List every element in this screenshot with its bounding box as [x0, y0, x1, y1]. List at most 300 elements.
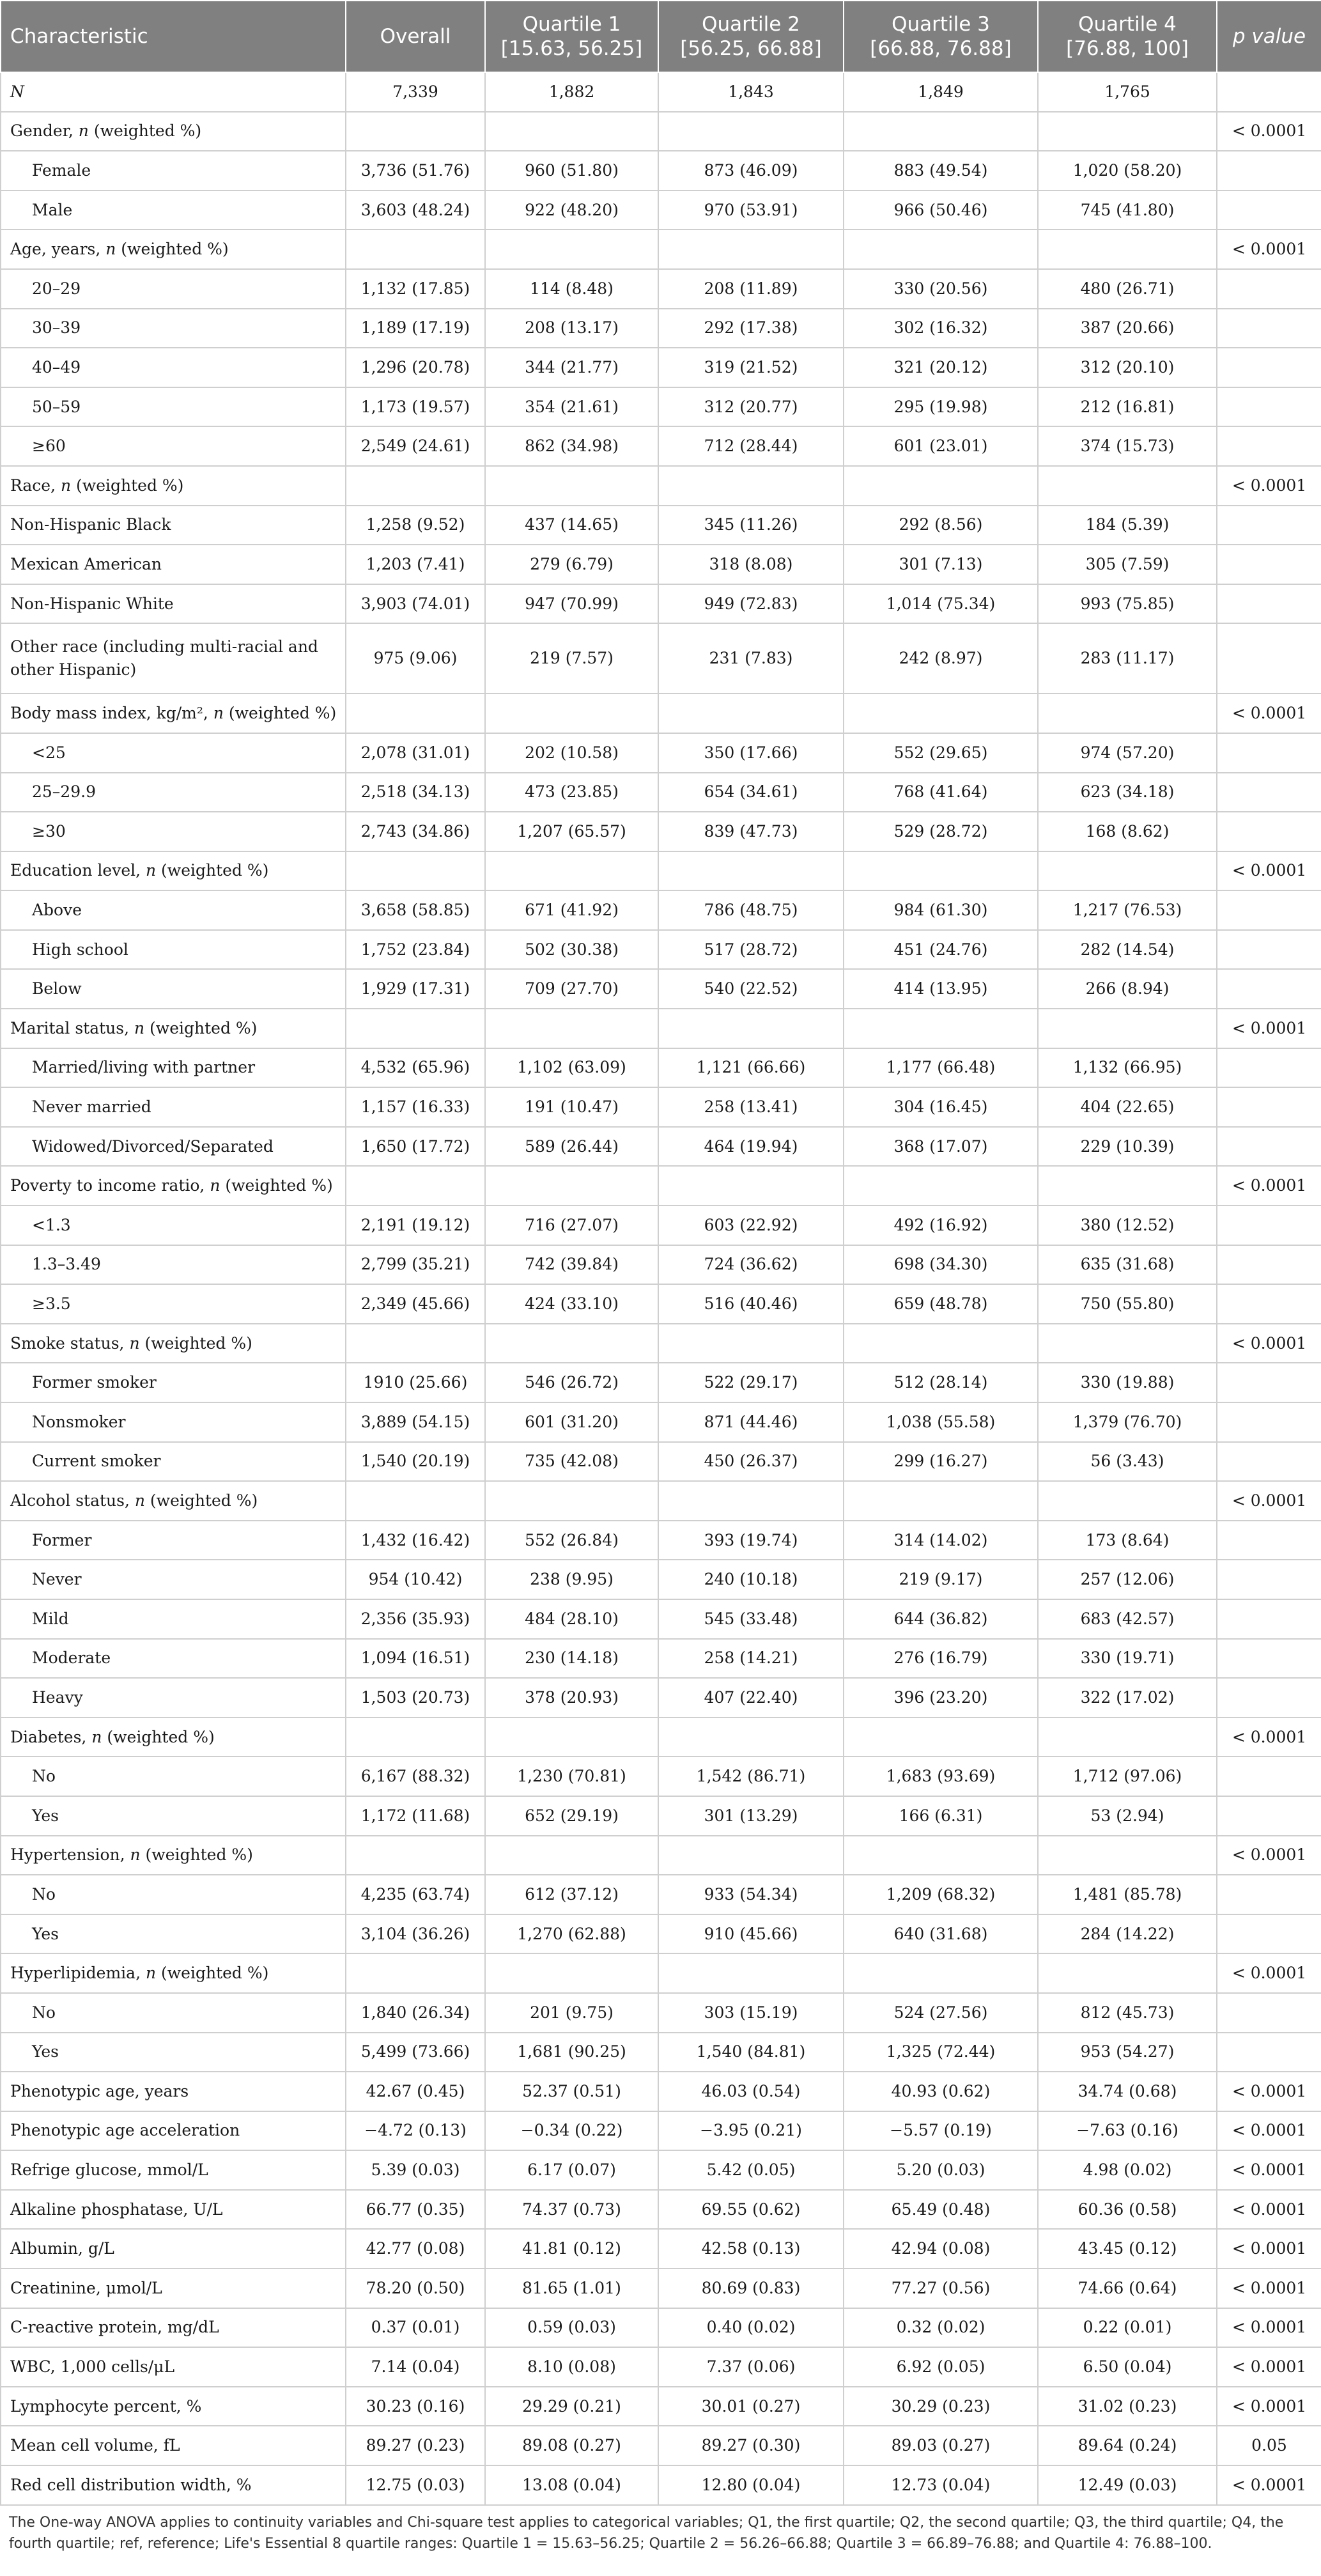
quartile-3-cell: 768 (41.64) [844, 773, 1038, 812]
quartile-1-cell: 13.08 (0.04) [485, 2465, 658, 2505]
table-row [1, 1875, 1321, 1914]
quartile-4-cell: 374 (15.73) [1038, 426, 1217, 466]
p-value-cell: < 0.0001 [1217, 2150, 1321, 2190]
table-body [1, 72, 1321, 2505]
table-row [1, 466, 1321, 506]
p-value-cell [1217, 348, 1321, 387]
quartile-2-cell: 540 (22.52) [658, 969, 844, 1009]
quartile-4-cell: 404 (22.65) [1038, 1087, 1217, 1127]
quartile-1-cell: 219 (7.57) [485, 623, 658, 694]
table-row [1, 1796, 1321, 1836]
quartile-2-cell: 258 (14.21) [658, 1639, 844, 1679]
row-label-text: 1.3–3.49 [32, 1255, 101, 1274]
quartile-3-cell: 77.27 (0.56) [844, 2269, 1038, 2308]
quartile-3-cell: 512 (28.14) [844, 1363, 1038, 1402]
table-row [1, 190, 1321, 230]
quartile-2-cell [658, 851, 844, 891]
quartile-3-cell: 1,325 (72.44) [844, 2033, 1038, 2072]
row-label [1, 812, 346, 851]
table-row [1, 2308, 1321, 2348]
table-row [1, 2072, 1321, 2111]
quartile-1-cell: 378 (20.93) [485, 1678, 658, 1718]
row-label [1, 151, 346, 190]
quartile-2-cell: 0.40 (0.02) [658, 2308, 844, 2348]
row-label-text: No [32, 2003, 56, 2022]
row-label [1, 1796, 346, 1836]
row-label-text: Never [32, 1570, 82, 1589]
row-label [1, 1481, 346, 1521]
p-value-cell [1217, 1678, 1321, 1718]
quartile-1-cell: 862 (34.98) [485, 426, 658, 466]
quartile-2-cell: 318 (8.08) [658, 545, 844, 584]
p-value-cell: < 0.0001 [1217, 1953, 1321, 1993]
row-label [1, 1953, 346, 1993]
table-row [1, 1481, 1321, 1521]
quartile-3-cell: 698 (34.30) [844, 1245, 1038, 1285]
row-label [1, 623, 346, 694]
table-row [1, 1127, 1321, 1167]
table-row [1, 2269, 1321, 2308]
p-value-cell: < 0.0001 [1217, 1836, 1321, 1875]
quartile-3-cell: 644 (36.82) [844, 1599, 1038, 1639]
quartile-4-cell: 34.74 (0.68) [1038, 2072, 1217, 2111]
p-value-cell [1217, 269, 1321, 309]
overall-cell: 1,929 (17.31) [346, 969, 485, 1009]
quartile-2-cell: 12.80 (0.04) [658, 2465, 844, 2505]
row-label-text: <1.3 [32, 1215, 71, 1234]
quartile-4-cell: 635 (31.68) [1038, 1245, 1217, 1285]
quartile-1-cell: 41.81 (0.12) [485, 2229, 658, 2269]
quartile-2-cell: 319 (21.52) [658, 348, 844, 387]
quartile-3-cell: 242 (8.97) [844, 623, 1038, 694]
overall-cell: 1,258 (9.52) [346, 506, 485, 545]
table-row [1, 112, 1321, 151]
table-row [1, 1324, 1321, 1363]
table-row [1, 812, 1321, 851]
row-label-text: Other race (including multi-racial and other Hispanic) [10, 637, 318, 679]
overall-cell: 5.39 (0.03) [346, 2150, 485, 2190]
row-label [1, 1521, 346, 1560]
quartile-4-cell: 282 (14.54) [1038, 930, 1217, 970]
quartile-3-cell: 1,683 (93.69) [844, 1757, 1038, 1796]
row-label [1, 1206, 346, 1245]
quartile-2-cell: 712 (28.44) [658, 426, 844, 466]
row-label [1, 890, 346, 930]
quartile-2-cell: 345 (11.26) [658, 506, 844, 545]
row-label [1, 1284, 346, 1324]
quartile-4-cell: 184 (5.39) [1038, 506, 1217, 545]
overall-cell [346, 1324, 485, 1363]
quartile-3-cell: 166 (6.31) [844, 1796, 1038, 1836]
overall-cell: 1,296 (20.78) [346, 348, 485, 387]
p-value-cell: < 0.0001 [1217, 466, 1321, 506]
quartile-3-cell: 414 (13.95) [844, 969, 1038, 1009]
p-value-cell [1217, 1206, 1321, 1245]
p-value-cell [1217, 1639, 1321, 1679]
row-label-text: Yes [32, 1924, 59, 1943]
row-label-text: Mean cell volume, fL [10, 2436, 180, 2455]
row-label-text: Diabetes, n (weighted %) [10, 1727, 215, 1746]
quartile-1-cell: 52.37 (0.51) [485, 2072, 658, 2111]
quartile-2-cell: 786 (48.75) [658, 890, 844, 930]
quartile-4-cell: 330 (19.88) [1038, 1363, 1217, 1402]
row-label [1, 387, 346, 427]
table-header [1, 1, 1321, 72]
quartile-2-cell: 312 (20.77) [658, 387, 844, 427]
row-label [1, 348, 346, 387]
table-row [1, 506, 1321, 545]
quartile-3-cell: 966 (50.46) [844, 190, 1038, 230]
quartile-1-cell: 947 (70.99) [485, 584, 658, 624]
quartile-1-cell: 29.29 (0.21) [485, 2387, 658, 2426]
row-label-text: Alcohol status, n (weighted %) [10, 1491, 258, 1510]
quartile-1-cell: 1,230 (70.81) [485, 1757, 658, 1796]
row-label [1, 2269, 346, 2308]
quartile-4-cell: 1,132 (66.95) [1038, 1048, 1217, 1088]
quartile-1-cell: 922 (48.20) [485, 190, 658, 230]
quartile-4-cell [1038, 851, 1217, 891]
overall-cell: 3,736 (51.76) [346, 151, 485, 190]
p-value-cell [1217, 1363, 1321, 1402]
p-value-cell: < 0.0001 [1217, 1718, 1321, 1757]
row-label [1, 1914, 346, 1954]
quartile-3-cell: 451 (24.76) [844, 930, 1038, 970]
row-label [1, 969, 346, 1009]
row-label-text: Mild [32, 1609, 69, 1628]
quartile-2-cell: 1,540 (84.81) [658, 2033, 844, 2072]
quartile-4-cell: 173 (8.64) [1038, 1521, 1217, 1560]
row-label-text: 25–29.9 [32, 782, 96, 802]
quartile-2-cell: 1,121 (66.66) [658, 1048, 844, 1088]
row-label-text: Moderate [32, 1649, 111, 1668]
quartile-4-cell [1038, 1324, 1217, 1363]
p-value-cell [1217, 387, 1321, 427]
row-label [1, 1324, 346, 1363]
quartile-1-cell: 238 (9.95) [485, 1560, 658, 1599]
overall-cell: 1,189 (17.19) [346, 309, 485, 348]
row-label-text: Non-Hispanic White [10, 594, 174, 613]
p-value-cell [1217, 1560, 1321, 1599]
row-label-text: Never married [32, 1098, 151, 1117]
p-value-cell: < 0.0001 [1217, 2111, 1321, 2151]
quartile-4-cell: 89.64 (0.24) [1038, 2426, 1217, 2465]
row-label-text: Mexican American [10, 554, 162, 573]
quartile-3-cell [844, 1166, 1038, 1206]
row-label [1, 309, 346, 348]
quartile-1-cell: 344 (21.77) [485, 348, 658, 387]
quartile-3-cell: 330 (20.56) [844, 269, 1038, 309]
quartile-3-cell: 659 (48.78) [844, 1284, 1038, 1324]
quartile-4-cell: 1,379 (76.70) [1038, 1402, 1217, 1442]
overall-cell: 2,549 (24.61) [346, 426, 485, 466]
table-row [1, 1402, 1321, 1442]
p-value-cell: < 0.0001 [1217, 1324, 1321, 1363]
overall-cell [346, 1953, 485, 1993]
overall-cell: 6,167 (88.32) [346, 1757, 485, 1796]
quartile-1-cell [485, 1718, 658, 1757]
quartile-4-cell: 1,712 (97.06) [1038, 1757, 1217, 1796]
quartile-3-cell: 65.49 (0.48) [844, 2190, 1038, 2230]
p-value-cell [1217, 151, 1321, 190]
row-label-text: Above [32, 901, 82, 920]
p-value-cell [1217, 623, 1321, 694]
quartile-4-cell: −7.63 (0.16) [1038, 2111, 1217, 2151]
p-value-cell [1217, 1127, 1321, 1167]
p-value-cell [1217, 1993, 1321, 2033]
quartile-2-cell: 522 (29.17) [658, 1363, 844, 1402]
p-value-cell [1217, 1796, 1321, 1836]
row-label [1, 1009, 346, 1048]
header-quartile-1 [485, 1, 658, 72]
quartile-1-cell: 589 (26.44) [485, 1127, 658, 1167]
row-label [1, 930, 346, 970]
header-quartile-3 [844, 1, 1038, 72]
quartile-2-cell [658, 466, 844, 506]
quartile-4-cell: 168 (8.62) [1038, 812, 1217, 851]
quartile-4-cell: 43.45 (0.12) [1038, 2229, 1217, 2269]
p-value-cell: < 0.0001 [1217, 2465, 1321, 2505]
quartile-2-cell: 89.27 (0.30) [658, 2426, 844, 2465]
quartile-3-cell: 295 (19.98) [844, 387, 1038, 427]
table-row [1, 1836, 1321, 1875]
quartile-4-cell [1038, 694, 1217, 733]
quartile-3-cell [844, 1953, 1038, 1993]
overall-cell: 1,094 (16.51) [346, 1639, 485, 1679]
table-row [1, 1560, 1321, 1599]
quartile-3-cell: 524 (27.56) [844, 1993, 1038, 2033]
row-label-text: Female [32, 160, 91, 180]
row-label [1, 2465, 346, 2505]
quartile-1-cell: 89.08 (0.27) [485, 2426, 658, 2465]
quartile-2-cell: 910 (45.66) [658, 1914, 844, 1954]
quartile-2-cell: 407 (22.40) [658, 1678, 844, 1718]
row-label [1, 72, 346, 112]
row-label-text: N [10, 82, 24, 101]
quartile-4-cell: 322 (17.02) [1038, 1678, 1217, 1718]
row-label-text: No [32, 1767, 56, 1786]
quartile-4-cell: 1,481 (85.78) [1038, 1875, 1217, 1914]
quartile-1-cell: 208 (13.17) [485, 309, 658, 348]
quartile-1-cell: 709 (27.70) [485, 969, 658, 1009]
quartile-2-cell: 42.58 (0.13) [658, 2229, 844, 2269]
table-row [1, 72, 1321, 112]
overall-cell [346, 694, 485, 733]
quartile-1-cell: 1,882 [485, 72, 658, 112]
overall-cell: 954 (10.42) [346, 1560, 485, 1599]
table-row [1, 1284, 1321, 1324]
quartile-4-cell: 387 (20.66) [1038, 309, 1217, 348]
quartile-4-cell [1038, 1166, 1217, 1206]
row-label [1, 694, 346, 733]
quartile-2-cell: 240 (10.18) [658, 1560, 844, 1599]
row-label-text: Widowed/Divorced/Separated [32, 1137, 274, 1156]
p-value-cell: < 0.0001 [1217, 112, 1321, 151]
table-row [1, 1718, 1321, 1757]
overall-cell [346, 1836, 485, 1875]
row-label [1, 1678, 346, 1718]
row-label [1, 584, 346, 624]
row-label [1, 1599, 346, 1639]
quartile-2-cell: 545 (33.48) [658, 1599, 844, 1639]
row-label-text: Former smoker [32, 1373, 157, 1392]
header-row [1, 1, 1321, 72]
row-label-text: Alkaline phosphatase, U/L [10, 2200, 223, 2219]
p-value-cell [1217, 1875, 1321, 1914]
quartile-1-cell: 74.37 (0.73) [485, 2190, 658, 2230]
quartile-2-cell [658, 1836, 844, 1875]
quartile-1-cell: 1,270 (62.88) [485, 1914, 658, 1954]
quartile-3-cell: 368 (17.07) [844, 1127, 1038, 1167]
quartile-1-cell: 546 (26.72) [485, 1363, 658, 1402]
table-row [1, 623, 1321, 694]
quartile-3-cell: 5.20 (0.03) [844, 2150, 1038, 2190]
overall-cell: 1,173 (19.57) [346, 387, 485, 427]
row-label-text: Lymphocyte percent, % [10, 2396, 202, 2416]
quartile-2-cell: 46.03 (0.54) [658, 2072, 844, 2111]
quartile-3-cell: 42.94 (0.08) [844, 2229, 1038, 2269]
p-value-cell: < 0.0001 [1217, 229, 1321, 269]
table-row [1, 2465, 1321, 2505]
header-quartile-2 [658, 1, 844, 72]
quartile-2-cell: 603 (22.92) [658, 1206, 844, 1245]
quartile-4-cell: 683 (42.57) [1038, 1599, 1217, 1639]
quartile-2-cell: 517 (28.72) [658, 930, 844, 970]
row-label-text: Creatinine, μmol/L [10, 2278, 162, 2297]
p-value-cell: < 0.0001 [1217, 2269, 1321, 2308]
p-value-cell: < 0.0001 [1217, 1166, 1321, 1206]
quartile-2-cell [658, 1953, 844, 1993]
quartile-2-cell: 724 (36.62) [658, 1245, 844, 1285]
quartile-2-cell [658, 1324, 844, 1363]
quartile-2-cell: 393 (19.74) [658, 1521, 844, 1560]
quartile-3-cell [844, 1718, 1038, 1757]
row-label-text: Yes [32, 1806, 59, 1825]
table-row [1, 2150, 1321, 2190]
overall-cell [346, 112, 485, 151]
row-label-text: Non-Hispanic Black [10, 515, 171, 534]
quartile-1-cell [485, 1324, 658, 1363]
overall-cell: 78.20 (0.50) [346, 2269, 485, 2308]
quartile-2-cell: 258 (13.41) [658, 1087, 844, 1127]
row-label [1, 1442, 346, 1482]
quartile-2-cell: −3.95 (0.21) [658, 2111, 844, 2151]
quartile-3-cell: 640 (31.68) [844, 1914, 1038, 1954]
row-label-text: Body mass index, kg/m², n (weighted %) [10, 704, 337, 723]
row-label [1, 1757, 346, 1796]
p-value-cell: < 0.0001 [1217, 1481, 1321, 1521]
quartile-1-cell: 735 (42.08) [485, 1442, 658, 1482]
quartile-1-cell: 114 (8.48) [485, 269, 658, 309]
quartile-4-cell: 1,217 (76.53) [1038, 890, 1217, 930]
quartile-3-cell: 492 (16.92) [844, 1206, 1038, 1245]
table-row [1, 969, 1321, 1009]
row-label-text: 20–29 [32, 279, 81, 298]
quartile-1-cell: 1,102 (63.09) [485, 1048, 658, 1088]
quartile-3-cell: 529 (28.72) [844, 812, 1038, 851]
header-quartile-4-range: [76.88, 100] [1066, 37, 1189, 60]
quartile-4-cell: 56 (3.43) [1038, 1442, 1217, 1482]
quartile-2-cell: 69.55 (0.62) [658, 2190, 844, 2230]
quartile-4-cell [1038, 112, 1217, 151]
overall-cell: 42.77 (0.08) [346, 2229, 485, 2269]
quartile-3-cell: 552 (29.65) [844, 733, 1038, 773]
quartile-4-cell: 380 (12.52) [1038, 1206, 1217, 1245]
quartile-4-cell: 974 (57.20) [1038, 733, 1217, 773]
quartile-1-cell: 424 (33.10) [485, 1284, 658, 1324]
quartile-1-cell: 552 (26.84) [485, 1521, 658, 1560]
overall-cell: 1,752 (23.84) [346, 930, 485, 970]
overall-cell: 7,339 [346, 72, 485, 112]
quartile-3-cell [844, 1481, 1038, 1521]
row-label [1, 2308, 346, 2348]
table-row [1, 1993, 1321, 2033]
quartile-2-cell: 350 (17.66) [658, 733, 844, 773]
overall-cell [346, 851, 485, 891]
quartile-3-cell: 1,177 (66.48) [844, 1048, 1038, 1088]
quartile-1-cell: 0.59 (0.03) [485, 2308, 658, 2348]
row-label [1, 1560, 346, 1599]
row-label [1, 1718, 346, 1757]
quartile-1-cell: 202 (10.58) [485, 733, 658, 773]
quartile-2-cell: 301 (13.29) [658, 1796, 844, 1836]
table-row [1, 2229, 1321, 2269]
quartile-3-cell: 299 (16.27) [844, 1442, 1038, 1482]
quartile-3-cell: 89.03 (0.27) [844, 2426, 1038, 2465]
quartile-1-cell [485, 1953, 658, 1993]
overall-cell: 3,903 (74.01) [346, 584, 485, 624]
overall-cell: 2,356 (35.93) [346, 1599, 485, 1639]
row-label-text: Refrige glucose, mmol/L [10, 2161, 208, 2180]
quartile-1-cell: 716 (27.07) [485, 1206, 658, 1245]
overall-cell: 1,432 (16.42) [346, 1521, 485, 1560]
row-label-text: Poverty to income ratio, n (weighted %) [10, 1176, 333, 1195]
quartile-1-cell: 279 (6.79) [485, 545, 658, 584]
overall-cell: 4,532 (65.96) [346, 1048, 485, 1088]
quartile-4-cell: 812 (45.73) [1038, 1993, 1217, 2033]
quartile-4-cell [1038, 466, 1217, 506]
quartile-1-cell [485, 112, 658, 151]
quartile-4-cell: 60.36 (0.58) [1038, 2190, 1217, 2230]
quartile-3-cell: 302 (16.32) [844, 309, 1038, 348]
overall-cell: 42.67 (0.45) [346, 2072, 485, 2111]
quartile-4-cell: 284 (14.22) [1038, 1914, 1217, 1954]
row-label [1, 733, 346, 773]
table-row [1, 1363, 1321, 1402]
quartile-3-cell: 12.73 (0.04) [844, 2465, 1038, 2505]
p-value-cell: 0.05 [1217, 2426, 1321, 2465]
quartile-2-cell: 303 (15.19) [658, 1993, 844, 2033]
quartile-4-cell: 0.22 (0.01) [1038, 2308, 1217, 2348]
table-row [1, 2387, 1321, 2426]
header-characteristic: Characteristic [1, 1, 346, 72]
overall-cell: 4,235 (63.74) [346, 1875, 485, 1914]
quartile-1-cell: 960 (51.80) [485, 151, 658, 190]
table-row [1, 1009, 1321, 1048]
quartile-2-cell [658, 229, 844, 269]
header-quartile-3-label: Quartile 3 [892, 13, 990, 36]
table-row [1, 584, 1321, 624]
quartile-2-cell [658, 1481, 844, 1521]
quartile-3-cell: −5.57 (0.19) [844, 2111, 1038, 2151]
overall-cell: 1,503 (20.73) [346, 1678, 485, 1718]
quartile-3-cell: 883 (49.54) [844, 151, 1038, 190]
quartile-2-cell [658, 1009, 844, 1048]
quartile-3-cell: 6.92 (0.05) [844, 2347, 1038, 2387]
quartile-1-cell: 1,207 (65.57) [485, 812, 658, 851]
quartile-3-cell: 1,038 (55.58) [844, 1402, 1038, 1442]
header-quartile-4 [1038, 1, 1217, 72]
row-label-text: 40–49 [32, 357, 81, 376]
